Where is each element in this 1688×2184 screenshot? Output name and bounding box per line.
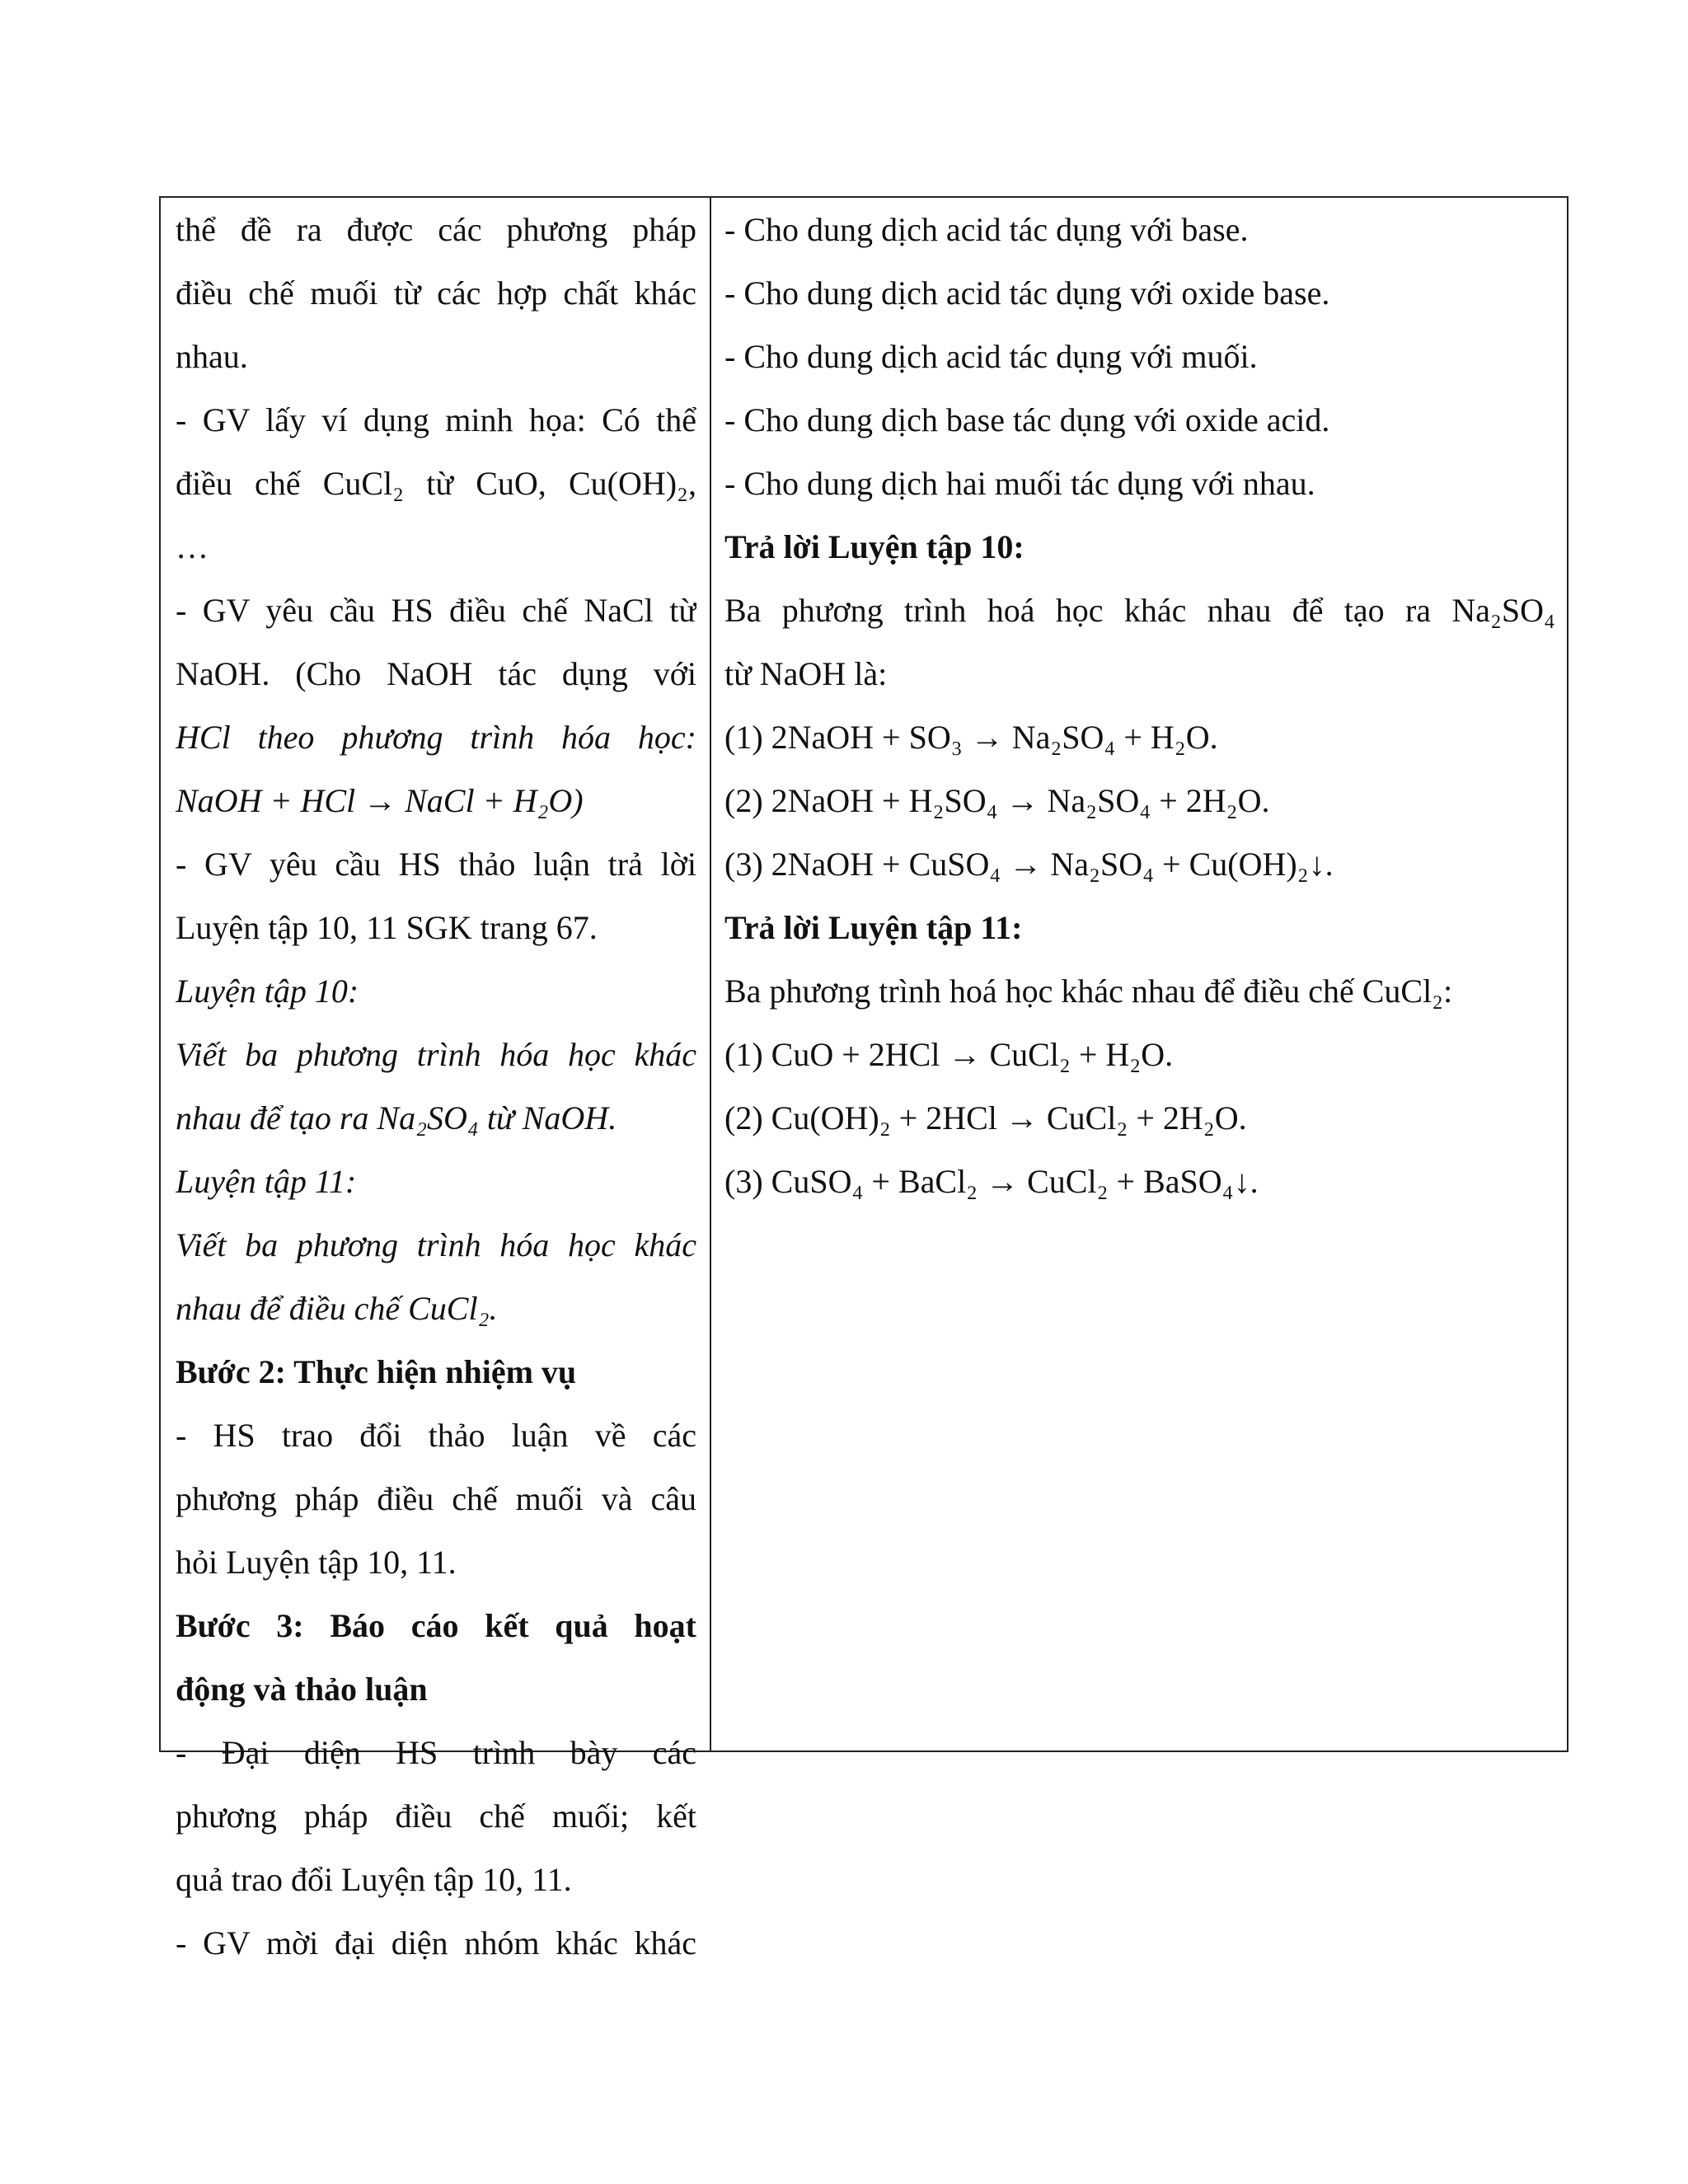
left-column-line-6: …	[176, 528, 209, 565]
teacher-activity-column	[161, 198, 711, 1961]
right-column-line-14: (1) CuO + 2HCl → CuCl₂ + H₂O.	[724, 1036, 1174, 1073]
left-column-line-7: - GV yêu cầu HS điều chế NaCl từ	[176, 592, 696, 629]
left-column-line-13: Luyện tập 10:	[176, 972, 359, 1010]
right-column-line-10: (2) 2NaOH + H₂SO₄ → Na₂SO₄ + 2H₂O.	[724, 782, 1270, 819]
left-column-line-5: điều chế CuCl₂ từ CuO, Cu(OH)₂,	[176, 465, 696, 502]
left-column-line-8: NaOH. (Cho NaOH tác dụng với	[176, 655, 696, 692]
left-column-line-26: phương pháp điều chế muối; kết	[176, 1797, 696, 1835]
left-column-line-21: phương pháp điều chế muối và câu	[176, 1480, 696, 1517]
right-column-line-16: (3) CuSO₄ + BaCl₂ → CuCl₂ + BaSO₄↓.	[724, 1163, 1259, 1200]
left-column-line-28: - GV mời đại diện nhóm khác khác	[176, 1924, 696, 1961]
left-column-line-11: - GV yêu cầu HS thảo luận trả lời	[176, 846, 696, 883]
left-column-line-3: nhau.	[176, 338, 248, 375]
left-column-line-19: Bước 2: Thực hiện nhiệm vụ	[176, 1353, 577, 1390]
right-column-line-2: - Cho dung dịch acid tác dụng với oxide base.	[724, 274, 1330, 312]
right-column-line-3: - Cho dung dịch acid tác dụng với muối.	[724, 338, 1258, 375]
right-column-line-1: - Cho dung dịch acid tác dụng với base.	[724, 211, 1249, 248]
left-column-line-10: NaOH + HCl → NaCl + H₂O)	[176, 782, 584, 819]
left-column-line-27: quả trao đổi Luyện tập 10, 11.	[176, 1861, 572, 1898]
left-column-line-23: Bước 3: Báo cáo kết quả hoạt	[176, 1607, 696, 1644]
left-column-line-25: - Đại diện HS trình bày các	[176, 1734, 696, 1771]
right-column-line-6: Trả lời Luyện tập 10:	[724, 528, 1025, 565]
left-column-line-14: Viết ba phương trình hóa học khác	[176, 1036, 696, 1073]
left-column-line-24: động và thảo luận	[176, 1671, 428, 1708]
right-column-line-7: Ba phương trình hoá học khác nhau để tạo ra Na₂SO₄	[724, 592, 1555, 629]
left-column-line-17: Viết ba phương trình hóa học khác	[176, 1226, 696, 1263]
right-column-line-8: từ NaOH là:	[724, 655, 888, 692]
left-column-line-15: nhau để tạo ra Na₂SO₄ từ NaOH.	[176, 1099, 617, 1137]
left-column-line-22: hỏi Luyện tập 10, 11.	[176, 1544, 457, 1581]
right-column-line-5: - Cho dung dịch hai muối tác dụng với nhau.	[724, 465, 1315, 502]
right-column-line-13: Ba phương trình hoá học khác nhau để điều chế CuCl₂:	[724, 972, 1453, 1010]
right-column-line-12: Trả lời Luyện tập 11:	[724, 909, 1023, 946]
right-column-line-4: - Cho dung dịch base tác dụng với oxide acid.	[724, 401, 1330, 438]
student-product-column	[711, 198, 1567, 1750]
left-column-line-12: Luyện tập 10, 11 SGK trang 67.	[176, 909, 598, 946]
left-column-line-4: - GV lấy ví dụng minh họa: Có thể	[176, 401, 696, 438]
right-column-line-11: (3) 2NaOH + CuSO₄ → Na₂SO₄ + Cu(OH)₂↓.	[724, 846, 1334, 883]
left-column-line-2: điều chế muối từ các hợp chất khác	[176, 274, 696, 312]
left-column-line-16: Luyện tập 11:	[176, 1163, 357, 1200]
left-column-line-1: thể đề ra được các phương pháp	[176, 211, 696, 248]
lesson-table	[159, 196, 1568, 1961]
right-column-line-15: (2) Cu(OH)₂ + 2HCl → CuCl₂ + 2H₂O.	[724, 1099, 1247, 1137]
right-column-line-9: (1) 2NaOH + SO₃ → Na₂SO₄ + H₂O.	[724, 719, 1218, 756]
left-column-line-18: nhau để điều chế CuCl₂.	[176, 1290, 498, 1327]
left-column-line-20: - HS trao đổi thảo luận về các	[176, 1417, 696, 1454]
left-column-line-9: HCl theo phương trình hóa học:	[176, 719, 696, 756]
